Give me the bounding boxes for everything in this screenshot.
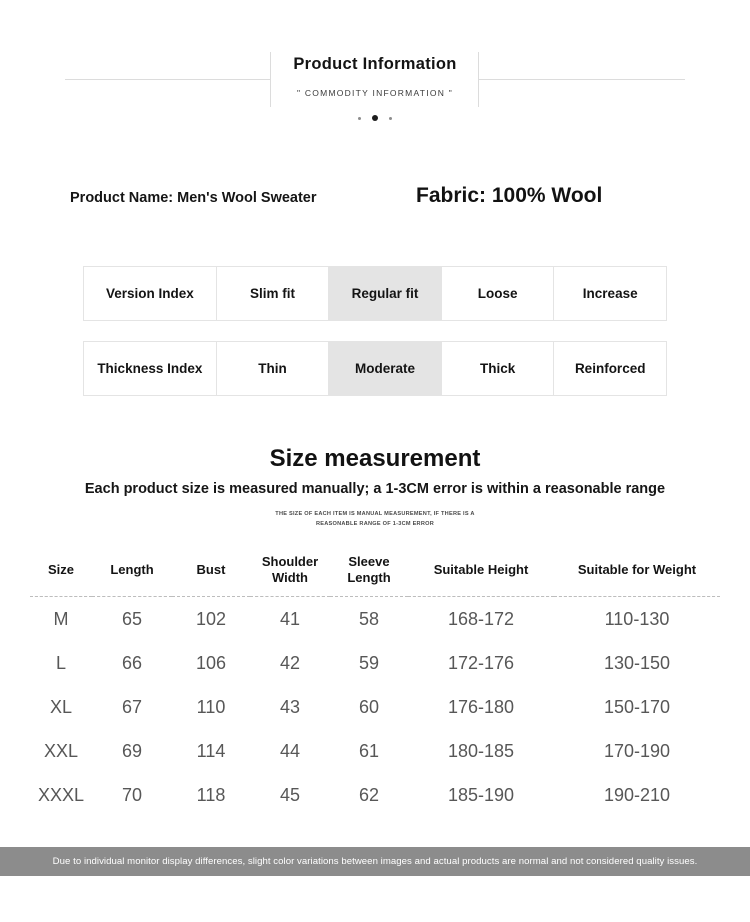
cell-weight: 190-210 [603,784,671,805]
cell-height: 180-185 [447,740,515,761]
product-fabric: Fabric: 100% Wool [416,184,603,207]
version-option-regular[interactable]: Regular fit [329,267,442,320]
col-header-sleeve-length: Sleeve Length [347,554,391,585]
size-measurement-heading [0,444,750,529]
carousel-dot-icon[interactable] [358,117,361,120]
thickness-index-label: Thickness Index [84,342,217,395]
thickness-index-table [83,341,667,396]
banner-rule-left [65,79,270,80]
cell-sleeve: 59 [358,652,380,673]
cell-weight: 170-190 [603,740,671,761]
thickness-option-moderate[interactable]: Moderate [329,342,442,395]
thickness-option-reinforced[interactable]: Reinforced [554,342,666,395]
cell-weight: 130-150 [603,652,671,673]
col-header-bust: Bust [196,562,226,577]
col-header-length: Length [110,562,154,577]
cell-size: XL [49,696,73,717]
fineprint-line-2: REASONABLE RANGE OF 1-3CM ERROR [315,520,435,527]
cell-size: M [53,608,69,629]
version-option-increase[interactable]: Increase [554,267,666,320]
cell-bust: 110 [196,696,226,717]
cell-shoulder: 42 [279,652,301,673]
table-row [30,729,720,773]
cell-shoulder: 43 [279,696,301,717]
carousel-dots [0,115,750,121]
cell-bust: 102 [195,608,227,629]
carousel-dot-active-icon[interactable] [372,115,378,121]
banner-subtitle: " COMMODITY INFORMATION " [297,88,453,98]
version-index-label: Version Index [84,267,217,320]
size-measurement-fineprint [0,510,750,529]
size-table-body [30,597,720,818]
cell-sleeve: 58 [358,608,380,629]
cell-size: L [55,652,66,673]
col-header-size: Size [47,562,74,577]
table-row [30,773,720,817]
cell-size: XXL [43,740,79,761]
cell-height: 185-190 [447,784,515,805]
cell-height: 168-172 [447,608,515,629]
cell-size: XXXL [37,784,85,805]
cell-height: 176-180 [447,696,515,717]
disclaimer-text: Due to individual monitor display differences, slight color variations between images and actual products are normal and not considered quality issues. [52,856,698,867]
cell-length: 65 [121,608,143,629]
cell-height: 172-176 [447,652,515,673]
cell-length: 66 [121,652,143,673]
version-option-slim[interactable]: Slim fit [217,267,330,320]
carousel-dot-icon[interactable] [389,117,392,120]
cell-bust: 114 [196,740,226,761]
size-table-header [30,548,720,597]
cell-sleeve: 60 [358,696,380,717]
version-index-table [83,266,667,321]
thickness-option-thick[interactable]: Thick [442,342,555,395]
size-table-header-row [30,548,720,597]
cell-length: 67 [121,696,143,717]
product-information-banner [0,0,750,135]
cell-shoulder: 41 [279,608,301,629]
thickness-option-thin[interactable]: Thin [217,342,330,395]
banner-title: Product Information [293,55,457,73]
color-variation-disclaimer-bar [0,847,750,876]
product-name: Product Name: Men's Wool Sweater [70,190,317,206]
size-measurement-title: Size measurement [269,445,481,472]
size-measurement-table [30,548,720,817]
col-header-suitable-weight: Suitable for Weight [577,562,697,577]
table-row [30,685,720,729]
fineprint-line-1: THE SIZE OF EACH ITEM IS MANUAL MEASUREMENT, IF THERE IS A [275,511,475,517]
banner-rule-right [478,79,685,80]
table-row [30,597,720,642]
cell-shoulder: 44 [279,740,301,761]
table-row [30,641,720,685]
col-header-suitable-height: Suitable Height [433,562,529,577]
cell-bust: 106 [195,652,227,673]
cell-bust: 118 [196,784,226,805]
cell-length: 70 [121,784,143,805]
version-option-loose[interactable]: Loose [442,267,555,320]
cell-shoulder: 45 [279,784,301,805]
cell-weight: 110-130 [604,608,670,629]
col-header-shoulder-width: Shoulder Width [261,554,319,585]
cell-sleeve: 62 [358,784,380,805]
size-measurement-subtitle: Each product size is measured manually; a 1-3CM error is within a reasonable range [84,481,666,497]
cell-length: 69 [121,740,143,761]
cell-weight: 150-170 [603,696,671,717]
cell-sleeve: 61 [358,740,380,761]
product-summary-row [0,186,750,220]
